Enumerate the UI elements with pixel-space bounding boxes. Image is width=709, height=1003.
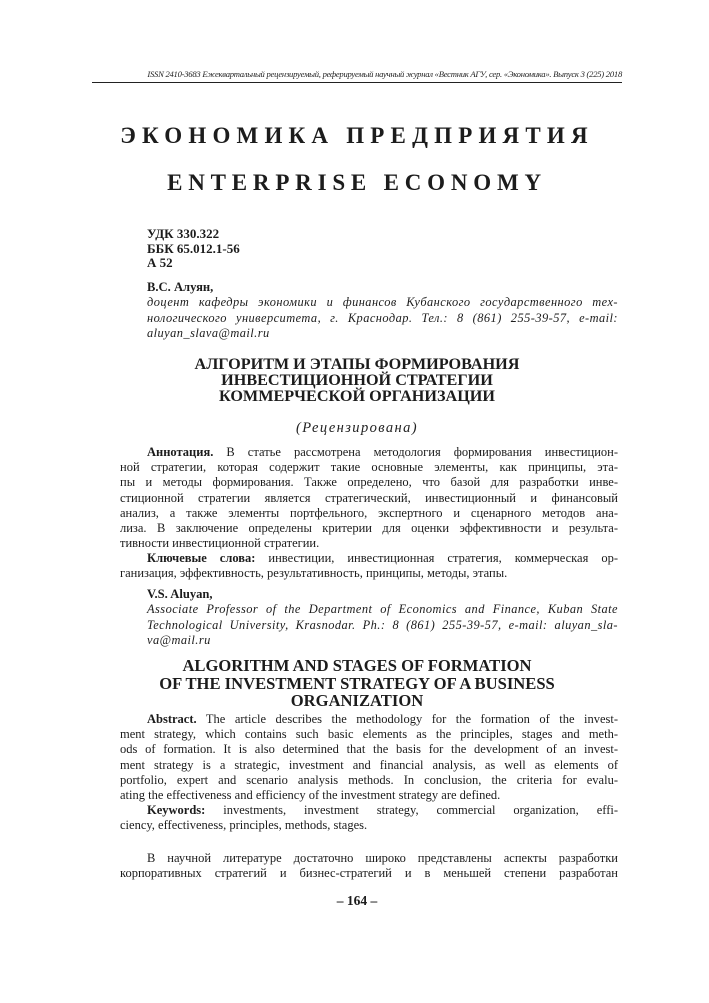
article-title-line: ORGANIZATION xyxy=(290,691,424,710)
keywords-ru xyxy=(120,551,618,581)
author-affiliation-line: доцент кафедры экономики и финансов Кубанского государственного тех- xyxy=(147,295,618,310)
body-text xyxy=(120,851,618,881)
author-affiliation-line: нологического университета, г. Краснодар. Тел.: 8 (861) 255-39-57, e-mail: xyxy=(147,310,618,325)
author-affiliation-line: Technological University, Krasnodar. Ph.: 8 (861) 255-39-57, e-mail: aluyan_sla- xyxy=(147,617,618,632)
article-title-line: ИНВЕСТИЦИОННОЙ СТРАТЕГИИ xyxy=(221,370,493,389)
author-email-en[interactable]: va@mail.ru xyxy=(147,633,211,648)
abstract-line: portfolio, expert and scenario analysis methods. In conclusion, the criteria for evalu- xyxy=(120,772,618,787)
annotation-line: Аннотация. В статье рассмотрена методология формирования инвестицион- xyxy=(147,445,618,459)
author-email-ru[interactable]: aluyan_slava@mail.ru xyxy=(147,326,270,341)
author-affiliation-line: Associate Professor of the Department of Economics and Finance, Kuban State xyxy=(147,602,618,617)
article-title-line: АЛГОРИТМ И ЭТАПЫ ФОРМИРОВАНИЯ xyxy=(194,355,520,373)
article-title-line: ALGORITHM AND STAGES OF FORMATION xyxy=(182,656,532,675)
author-info-en xyxy=(147,587,618,649)
annotation-line: анализ, а также элементы портфельного, экспертного и сценарного методов ана- xyxy=(120,505,618,520)
keywords-line: Ключевые слова: инвестиции, инвестиционная стратегия, коммерческая ор- xyxy=(147,551,618,565)
keywords-line: ciency, effectiveness, principles, methods, stages. xyxy=(120,818,368,833)
annotation-line: ной стратегии, которая содержит такие основные элементы, как принципы, эта- xyxy=(120,460,618,475)
abstract-en xyxy=(120,712,618,803)
running-header: ISSN 2410-3683 Ежеквартальный рецензируемый, реферируемый научный журнал «Вестник АГУ, сер. «Экономика». Выпуск 3 (225) 2018 xyxy=(147,69,622,79)
article-title-ru xyxy=(92,357,622,404)
author-mark: А 52 xyxy=(147,255,173,270)
classification-codes xyxy=(147,227,240,271)
author-name-ru: В.С. Алуян, xyxy=(147,280,214,294)
udk-code: УДК 330.322 xyxy=(147,226,220,241)
keywords-line: ганизация, эффективность, результативность, принципы, методы, этапы. xyxy=(120,566,508,581)
bbk-code: ББК 65.012.1-56 xyxy=(147,240,240,256)
section-title-ru: ЭКОНОМИКА ПРЕДПРИЯТИЯ xyxy=(120,123,594,148)
header-rule xyxy=(92,82,622,83)
author-name-en: V.S. Aluyan, xyxy=(147,587,213,601)
annotation-line: стиционной стратегии является стратегический, инвестиционный и финансовый xyxy=(120,490,618,505)
keywords-label: Keywords: xyxy=(147,803,206,817)
review-status: (Рецензирована) xyxy=(296,420,418,436)
author-info-ru xyxy=(147,280,618,342)
keywords-en xyxy=(120,803,618,833)
abstract-label: Abstract. xyxy=(147,712,197,726)
section-title-en: ENTERPRISE ECONOMY xyxy=(167,170,547,195)
abstract-line: ating the effectiveness and efficiency of the investment strategy are defined. xyxy=(120,787,501,802)
annotation-label: Аннотация. xyxy=(147,445,214,459)
body-line: В научной литературе достаточно широко представлены аспекты разработки xyxy=(147,851,618,865)
abstract-line: Abstract. The article describes the methodology for the formation of the invest- xyxy=(147,712,618,726)
keywords-line: Keywords: investments, investment strategy, commercial organization, effi- xyxy=(147,803,618,817)
body-line: корпоративных стратегий и бизнес-стратегий и в меньшей степени разработан xyxy=(120,866,618,881)
keywords-label: Ключевые слова: xyxy=(147,551,256,565)
abstract-line: ment strategy, which contains such basic elements as the principles, stages and meth- xyxy=(120,727,618,742)
article-title-line: OF THE INVESTMENT STRATEGY OF A BUSINESS xyxy=(159,673,555,693)
abstract-line: ment strategy is a strategic, investment and financial analysis, as well as elements of xyxy=(120,757,618,772)
annotation-ru xyxy=(120,445,618,551)
page-number: – 164 – xyxy=(336,893,378,908)
annotation-line: пы и методы формирования. Также определено, что базой для разработки инве- xyxy=(120,475,618,490)
annotation-line: лиза. В заключение определены критерии для оценки эффективности и результа- xyxy=(120,520,618,535)
article-title-en xyxy=(92,657,622,710)
article-title-line: КОММЕРЧЕСКОЙ ОРГАНИЗАЦИИ xyxy=(219,386,495,405)
annotation-line: тивности инвестиционной стратегии. xyxy=(120,536,320,551)
abstract-line: ods of formation. It is also determined that the basis for the development of an invest- xyxy=(120,742,618,757)
